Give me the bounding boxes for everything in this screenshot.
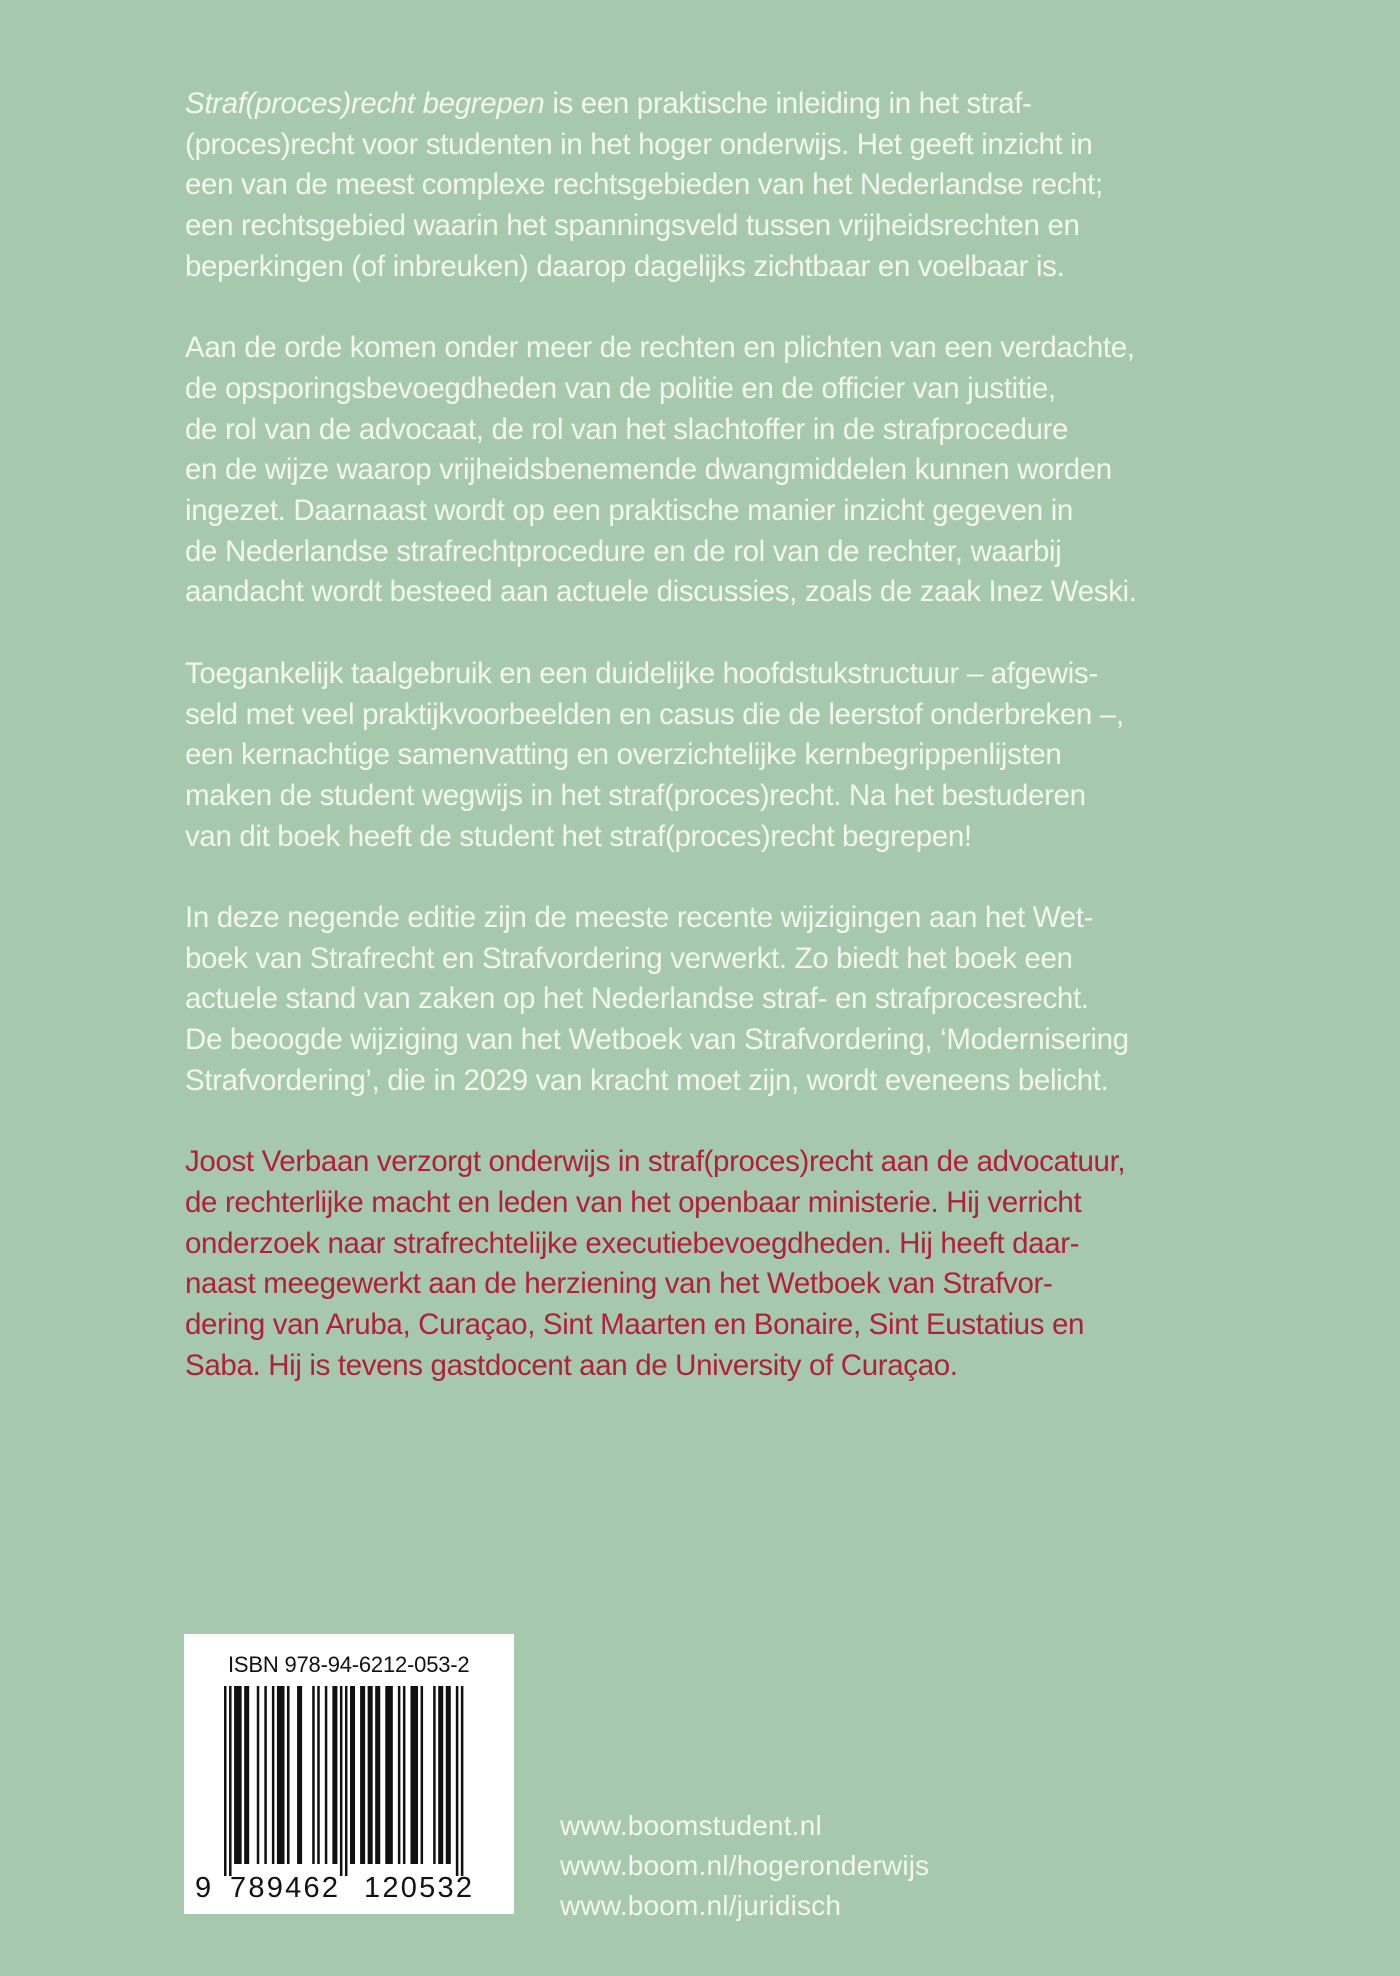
barcode-guard-bar bbox=[461, 1686, 464, 1876]
text-line: van dit boek heeft de student het straf(proces)recht begrepen! bbox=[185, 819, 972, 853]
barcode-bar bbox=[287, 1686, 290, 1864]
barcode-bar bbox=[433, 1686, 436, 1864]
text-line: boek van Strafrecht en Strafvordering verwerkt. Zo biedt het boek een bbox=[185, 941, 1073, 975]
text-fragment: is een praktische inleiding in het straf- bbox=[544, 87, 1032, 120]
text-line: ingezet. Daarnaast wordt op een praktische manier inzicht gegeven in bbox=[185, 494, 1073, 528]
text-line: aandacht wordt besteed aan actuele discussies, zoals de zaak Inez Weski. bbox=[185, 575, 1137, 609]
barcode-bar bbox=[264, 1686, 267, 1864]
url-boom-hogeronderwijs[interactable]: www.boom.nl/hogeronderwijs bbox=[560, 1850, 930, 1881]
author-bio-line: naast meegewerkt aan de herziening van het Wetboek van Strafvor- bbox=[185, 1267, 1053, 1301]
author-bio bbox=[185, 1142, 1245, 1386]
barcode-bar bbox=[297, 1686, 302, 1864]
barcode-bar bbox=[421, 1686, 424, 1864]
text-line: en de wijze waarop vrijheidsbenemende dwangmiddelen kunnen worden bbox=[185, 453, 1112, 487]
text-line: De beoogde wijziging van het Wetboek van Strafvordering, ‘Modernisering bbox=[185, 1023, 1129, 1057]
barcode-guard-bar bbox=[340, 1686, 343, 1876]
barcode-bar bbox=[385, 1686, 393, 1864]
text-line: actuele stand van zaken op het Nederlandse straf- en strafprocesrecht. bbox=[185, 982, 1089, 1016]
barcode-first-digit: 9 bbox=[195, 1872, 212, 1904]
barcode-bar bbox=[277, 1686, 285, 1864]
barcode-right-digits: 120532 bbox=[364, 1872, 472, 1904]
barcode-guard-bar bbox=[224, 1686, 227, 1876]
barcode-bar bbox=[272, 1686, 275, 1864]
text-line: beperkingen (of inbreuken) daarop dagelijks zichtbaar en voelbaar is. bbox=[185, 249, 1065, 283]
barcode-guard-bar bbox=[345, 1686, 348, 1876]
text-line: maken de student wegwijs in het straf(proces)recht. Na het bestuderen bbox=[185, 778, 1086, 812]
barcode-bar bbox=[398, 1686, 401, 1864]
barcode-bar-group bbox=[224, 1686, 463, 1876]
text-line: Toegankelijk taalgebruik en een duidelijke hoofdstukstructuur – afgewis- bbox=[185, 656, 1098, 690]
paragraph-edition bbox=[185, 898, 1245, 1102]
barcode-bar bbox=[325, 1686, 328, 1864]
barcode-bar bbox=[317, 1686, 320, 1864]
text-line: Strafvordering’, die in 2029 van kracht moet zijn, wordt eveneens belicht. bbox=[185, 1063, 1109, 1097]
text-line: de Nederlandse strafrechtprocedure en de rol van de rechter, waarbij bbox=[185, 534, 1062, 568]
text-line: de rol van de advocaat, de rol van het slachtoffer in de strafprocedure bbox=[185, 412, 1069, 446]
author-bio-line: onderzoek naar strafrechtelijke executiebevoegdheden. Hij heeft daar- bbox=[185, 1226, 1080, 1260]
barcode-guard-bar bbox=[456, 1686, 459, 1876]
barcode-bar bbox=[368, 1686, 373, 1864]
text-line bbox=[185, 84, 1245, 125]
text-line: een van de meest complexe rechtsgebieden van het Nederlandse recht; bbox=[185, 168, 1103, 202]
barcode-bar bbox=[360, 1686, 365, 1864]
isbn-barcode bbox=[184, 1634, 514, 1914]
text-line: seld met veel praktijkvoorbeelden en casus die de leerstof onderbreken –, bbox=[185, 697, 1124, 731]
paragraph-intro bbox=[185, 84, 1245, 288]
text-line: (proces)recht voor studenten in het hoger onderwijs. Het geeft inzicht in bbox=[185, 127, 1093, 161]
barcode-bar bbox=[410, 1686, 418, 1864]
text-line: In deze negende editie zijn de meeste recente wijzigingen aan het Wet- bbox=[185, 901, 1094, 935]
barcode-bar bbox=[332, 1686, 337, 1864]
barcode-bars bbox=[184, 1634, 514, 1914]
barcode-guard-bar bbox=[229, 1686, 232, 1876]
text-line: een kernachtige samenvatting en overzichtelijke kernbegrippenlijsten bbox=[185, 738, 1062, 772]
author-bio-line: Joost Verbaan verzorgt onderwijs in straf(proces)recht aan de advocatuur, bbox=[185, 1145, 1126, 1179]
book-title-italic: Straf(proces)recht begrepen bbox=[185, 87, 545, 120]
author-bio-line: de rechterlijke macht en leden van het openbaar ministerie. Hij verricht bbox=[185, 1185, 1082, 1219]
text-line: een rechtsgebied waarin het spanningsveld tussen vrijheidsrechten en bbox=[185, 209, 1080, 243]
barcode-bar bbox=[438, 1686, 443, 1864]
barcode-bar bbox=[244, 1686, 249, 1864]
barcode-bar bbox=[234, 1686, 242, 1864]
barcode-bar bbox=[403, 1686, 406, 1864]
publisher-links bbox=[560, 1806, 929, 1926]
paragraph-structure bbox=[185, 654, 1245, 858]
barcode-bar bbox=[375, 1686, 380, 1864]
text-line: de opsporingsbevoegdheden van de politie en de officier van justitie, bbox=[185, 371, 1056, 405]
text-line: Aan de orde komen onder meer de rechten en plichten van een verdachte, bbox=[185, 331, 1135, 365]
barcode-bar bbox=[446, 1686, 451, 1864]
back-cover-text bbox=[185, 84, 1245, 1427]
isbn-label: ISBN 978-94-6212-053-2 bbox=[228, 1652, 470, 1677]
barcode-bar bbox=[312, 1686, 315, 1864]
paragraph-topics bbox=[185, 328, 1245, 613]
url-boomstudent[interactable]: www.boomstudent.nl bbox=[560, 1810, 822, 1841]
author-bio-line: dering van Aruba, Curaçao, Sint Maarten en Bonaire, Sint Eustatius en bbox=[185, 1308, 1085, 1342]
barcode-bar bbox=[350, 1686, 355, 1864]
url-boom-juridisch[interactable]: www.boom.nl/juridisch bbox=[560, 1890, 842, 1921]
author-bio-line: Saba. Hij is tevens gastdocent aan de University of Curaçao. bbox=[185, 1348, 958, 1382]
barcode-left-digits: 789462 bbox=[230, 1872, 338, 1904]
barcode-bar bbox=[257, 1686, 260, 1864]
